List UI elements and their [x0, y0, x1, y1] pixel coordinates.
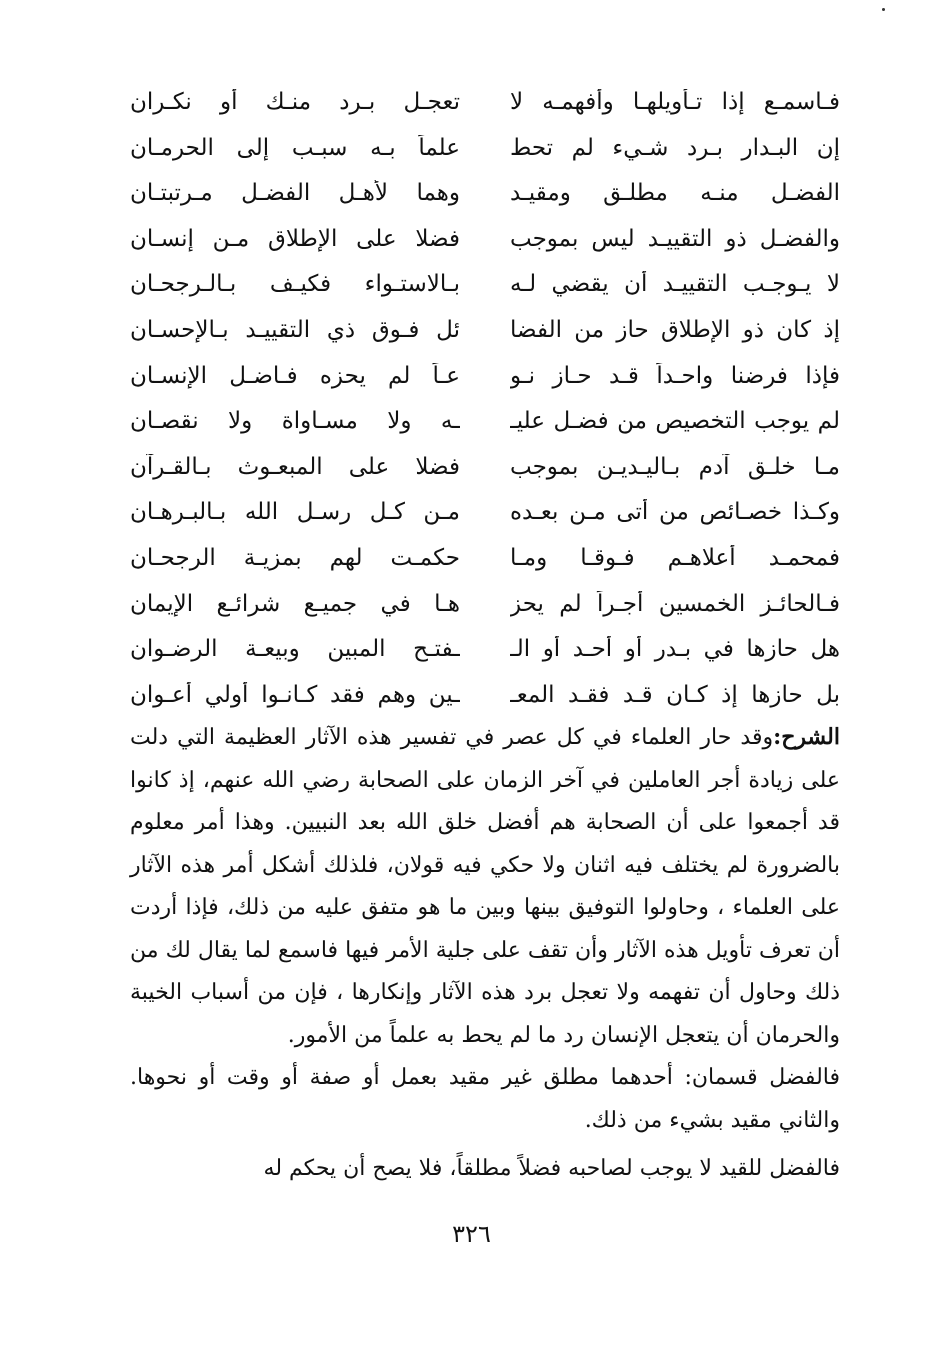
verse: [130, 627, 840, 673]
verse: [130, 126, 840, 172]
verse: [130, 445, 840, 491]
verse-first-hemistich: والفضـل ذو التقييـد ليس بموجب: [510, 225, 840, 252]
commentary-label: الشرح:: [773, 724, 840, 750]
commentary-paragraph: فالفضل قسمان: أحدهما مطلق غير مقيد بعمل أو صفة أو وقت أو نحوها. والثاني مقيد بشيء من ذلك.: [130, 1065, 840, 1133]
verse-first-hemistich: فـالحائـز الخمسين أجـراً لم يحز: [510, 590, 840, 617]
verse-first-hemistich: فـاسمـع إذا تـأويلهـا وأفهمـه لا: [510, 89, 840, 115]
verse: [130, 490, 840, 536]
verse-second-hemistich: عـاً لم يحزه فـاضـل الإنسـان: [130, 362, 460, 389]
verse-first-hemistich: وكـذا خصـائص من أتى مـن بعـده: [510, 499, 840, 526]
verse-second-hemistich: فضلا على المبعـوث بـالقـرآن: [130, 453, 460, 480]
verse-second-hemistich: علماً بـه سبـب إلى الحرمـان: [130, 134, 460, 161]
verse: [130, 354, 840, 400]
verse-second-hemistich: بـالاستـواء فكيـف بـالـرجحـان: [130, 271, 460, 298]
verse-first-hemistich: إن البـدار بـرد شـيء لم تحط: [510, 134, 840, 161]
commentary-block: [130, 716, 840, 1191]
verse-first-hemistich: إذ كان ذو الإطلاق حاز من الفضا: [510, 316, 840, 343]
verse: [130, 536, 840, 582]
verse: [130, 673, 840, 719]
verse: [130, 308, 840, 354]
verse-first-hemistich: بل حازها إذ كـان قـد فقـد المعـ: [510, 681, 840, 708]
verse-first-hemistich: مـا خلـق آدم بـاليـديـن بموجب: [510, 453, 840, 480]
verse-first-hemistich: لا يـوجـب التقييـد أن يقضي لـه: [510, 271, 840, 298]
poem-block: [130, 80, 840, 718]
verse-second-hemistich: حكمـت لهم بمزيـة الرجحـان: [130, 544, 460, 571]
verse-second-hemistich: ـه ولا مسـاواة ولا نقصـان: [130, 408, 460, 435]
verse-second-hemistich: ـفتـح المبين وبيعـة الرضـوان: [130, 636, 460, 663]
print-speck: [882, 8, 885, 11]
verse: [130, 80, 840, 126]
verse-second-hemistich: مـن كـل رسـل الله بـالبـرهـان: [130, 499, 460, 526]
verse-second-hemistich: هـا في جميـع شرائـع الإيمان: [130, 590, 460, 617]
verse-second-hemistich: تعجـل بـرد منـك أو نكـران: [130, 89, 460, 115]
verse: [130, 582, 840, 628]
page-number: ٣٢٦: [452, 1220, 491, 1248]
verse-second-hemistich: فضلا على الإطلاق مـن إنسـان: [130, 225, 460, 252]
commentary-paragraph: فالفضل للقيد لا يوجب لصاحبه فضلاً مطلقاً، فلا يصح أن يحكم له: [263, 1156, 840, 1181]
verse-second-hemistich: ـين وهم فقد كـانـوا أولي أعـوان: [130, 681, 460, 708]
verse-second-hemistich: وهما لأهـل الفضـل مـرتبتـان: [130, 180, 460, 207]
verse-first-hemistich: لم يوجب التخصيص من فضـل عليـ: [510, 408, 840, 435]
commentary-paragraph: [130, 716, 840, 1057]
verse-first-hemistich: فمحمـد أعلاهـم فـوقـا ومـا: [510, 544, 840, 571]
verse: [130, 399, 840, 445]
commentary-text: وقد حار العلماء في كل عصر في تفسير هذه الآثار العظيمة التي دلت على زيادة أجر العاملين في آخر الزمان على الصحابة رضي الله عنهم، إذ كانوا قد أجمعوا على أن الصحابة هم أفضل خلق الله بعد النبيين. وهذا أمر معلوم بالضرورة لم يختلف فيه اثنان ولا حكي فيه قولان، فلذلك أشكل أمر هذه الآثار على العلماء ، وحاولوا التوفيق بينها وبين ما هو متفق عليه من ذلك، فإذا أردت أن تعرف تأويل هذه الآثار وأن تقف على جلية الأمر فيها فاسمع لما يقال لك من ذلك وحاول أن تفهمه ولا تعجل برد هذه الآثار وإنكارها ، فإن من أسباب الخيبة والحرمان أن يتعجل الإنسان رد ما لم يحط به علماً من الأمور.: [130, 725, 840, 1048]
verse-second-hemistich: ئل فـوق ذي التقييـد بـالإحسـان: [130, 316, 460, 343]
verse-first-hemistich: هل حازها في بـدر أو أحـد أو الـ: [510, 636, 840, 663]
verse-first-hemistich: الفضـل منـه مطلـق ومقيـد: [510, 180, 840, 207]
verse-first-hemistich: فإذا فرضنا واحـداً قـد حـاز نـو: [510, 362, 840, 389]
verse: [130, 217, 840, 263]
verse: [130, 262, 840, 308]
verse: [130, 171, 840, 217]
